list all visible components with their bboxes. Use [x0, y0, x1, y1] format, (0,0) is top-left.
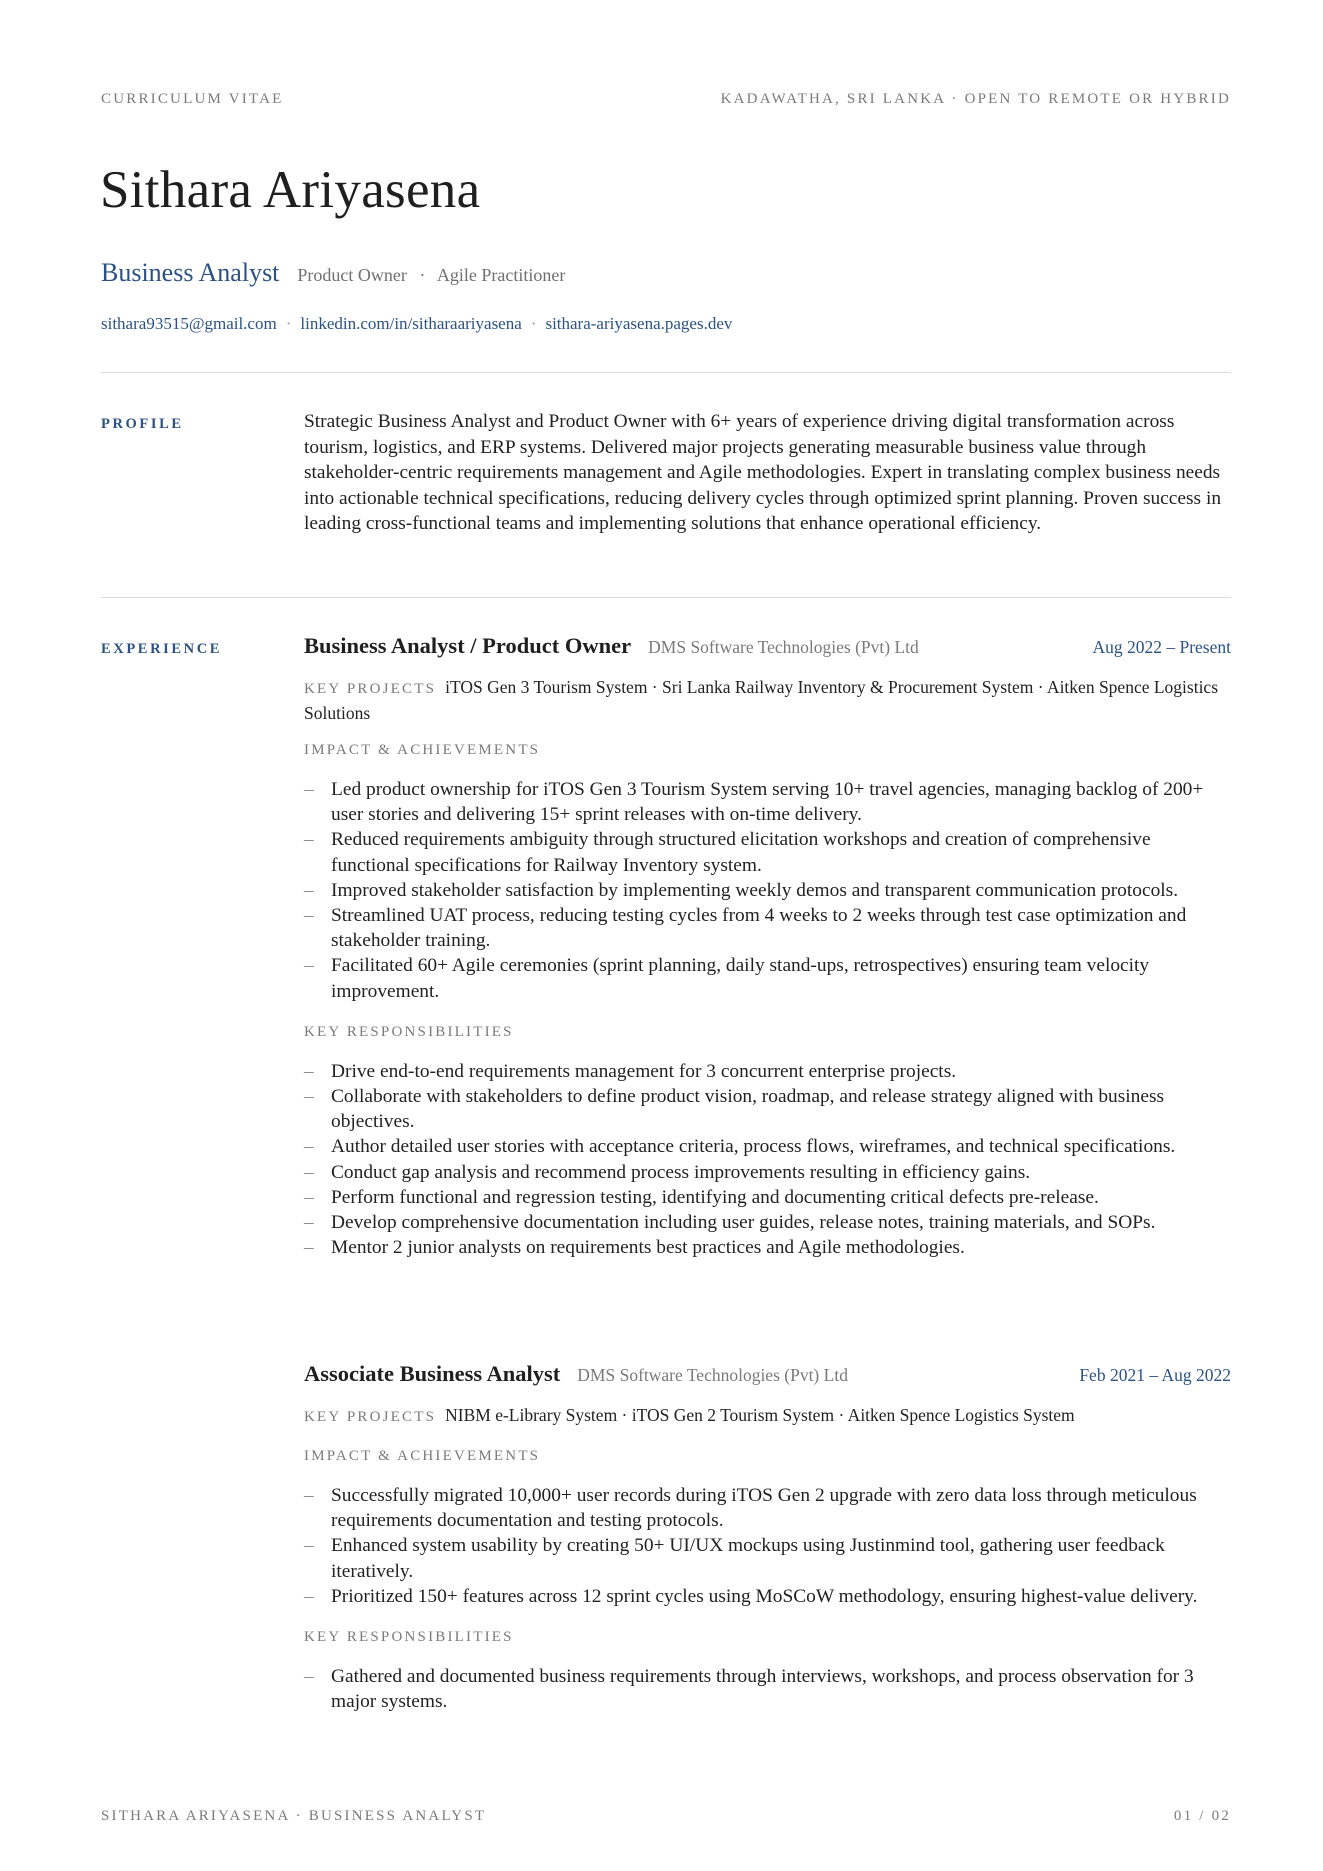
- secondary-role: Product Owner: [297, 265, 407, 285]
- divider: [101, 597, 1231, 598]
- list-item: – Gathered and documented business requirements through interviews, workshops, and process observation for 3 major systems.: [304, 1664, 1231, 1714]
- linkedin-link[interactable]: linkedin.com/in/sitharaariyasena: [300, 314, 522, 333]
- divider: [101, 372, 1231, 373]
- responsibilities-list: [304, 1059, 1231, 1261]
- job-entry: [304, 633, 1231, 1260]
- list-item: – Reduced requirements ambiguity through structured elicitation workshops and creation of comprehensive functional specifications for Railway Inventory system.: [304, 827, 1231, 877]
- list-item: – Enhanced system usability by creating 50+ UI/UX mockups using Justinmind tool, gathering user feedback iteratively.: [304, 1533, 1231, 1583]
- list-item: – Drive end-to-end requirements management for 3 concurrent enterprise projects.: [304, 1059, 1231, 1084]
- job-company: DMS Software Technologies (Pvt) Ltd: [577, 1365, 848, 1385]
- key-projects: [304, 1403, 1231, 1429]
- key-projects: [304, 675, 1231, 725]
- contact-line: [101, 314, 732, 334]
- key-projects-label: KEY PROJECTS: [304, 1409, 437, 1425]
- key-projects-label: KEY PROJECTS: [304, 681, 437, 697]
- page-footer: [101, 1808, 1231, 1825]
- page-number: 01 / 02: [1173, 1808, 1231, 1824]
- list-item: – Mentor 2 junior analysts on requirements best practices and Agile methodologies.: [304, 1235, 1231, 1260]
- list-item: – Facilitated 60+ Agile ceremonies (sprint planning, daily stand-ups, retrospectives) ensuring team velocity improvement.: [304, 953, 1231, 1003]
- separator: ·: [419, 265, 426, 285]
- candidate-name: Sithara Ariyasena: [100, 161, 481, 219]
- website-link[interactable]: sithara-ariyasena.pages.dev: [545, 314, 733, 333]
- job-entry: [304, 1361, 1231, 1714]
- list-item: – Prioritized 150+ features across 12 sprint cycles using MoSCoW methodology, ensuring highest-value delivery.: [304, 1584, 1231, 1609]
- impact-list: [304, 1483, 1231, 1609]
- email-link[interactable]: sithara93515@gmail.com: [101, 314, 277, 333]
- list-item: – Author detailed user stories with acceptance criteria, process flows, wireframes, and technical specifications.: [304, 1134, 1231, 1159]
- job-header: [304, 1361, 1231, 1387]
- job-company: DMS Software Technologies (Pvt) Ltd: [648, 637, 919, 657]
- list-item: – Improved stakeholder satisfaction by implementing weekly demos and transparent communication protocols.: [304, 878, 1231, 903]
- list-item: – Conduct gap analysis and recommend process improvements resulting in efficiency gains.: [304, 1160, 1231, 1185]
- separator: ·: [530, 314, 537, 333]
- list-item: – Develop comprehensive documentation including user guides, release notes, training materials, and SOPs.: [304, 1210, 1231, 1235]
- role-line: [101, 258, 565, 288]
- document-type-label: CURRICULUM VITAE: [101, 91, 284, 107]
- primary-role: Business Analyst: [101, 258, 280, 287]
- profile-summary: Strategic Business Analyst and Product Owner with 6+ years of experience driving digital transformation across tourism, logistics, and ERP systems. Delivered major projects generating measurable business value through stakeholder-centric requirements management and Agile methodologies. Expert in translating complex business needs into actionable technical specifications, reducing delivery cycles through optimized sprint planning. Proven success in leading cross-functional teams and implementing solutions that enhance operational efficiency.: [304, 411, 1222, 535]
- secondary-role: Agile Practitioner: [436, 265, 566, 285]
- list-item: – Collaborate with stakeholders to define product vision, roadmap, and release strategy aligned with business objectives.: [304, 1084, 1231, 1134]
- impact-list: [304, 777, 1231, 1004]
- job-title: Business Analyst / Product Owner: [304, 633, 632, 658]
- key-projects-list: NIBM e-Library System · iTOS Gen 2 Tourism System · Aitken Spence Logistics System: [445, 1405, 1075, 1425]
- separator: ·: [285, 314, 292, 333]
- experience-heading: EXPERIENCE: [101, 641, 223, 657]
- list-item: – Perform functional and regression testing, identifying and documenting critical defects pre-release.: [304, 1185, 1231, 1210]
- job-dates: Aug 2022 – Present: [1092, 637, 1231, 657]
- job-header: [304, 633, 1231, 659]
- responsibilities-label: KEY RESPONSIBILITIES: [304, 1629, 514, 1646]
- location-availability: KADAWATHA, SRI LANKA · OPEN TO REMOTE OR HYBRID: [720, 91, 1231, 107]
- page-header: [101, 91, 1231, 108]
- job-title: Associate Business Analyst: [304, 1361, 561, 1386]
- list-item: – Led product ownership for iTOS Gen 3 Tourism System serving 10+ travel agencies, managing backlog of 200+ user stories and delivering 15+ sprint releases with on-time delivery.: [304, 777, 1231, 827]
- profile-heading: PROFILE: [101, 416, 184, 432]
- footer-name: SITHARA ARIYASENA · BUSINESS ANALYST: [101, 1808, 487, 1824]
- responsibilities-label: KEY RESPONSIBILITIES: [304, 1023, 514, 1040]
- list-item: – Successfully migrated 10,000+ user records during iTOS Gen 2 upgrade with zero data loss through meticulous requirements documentation and testing protocols.: [304, 1483, 1231, 1533]
- job-dates: Feb 2021 – Aug 2022: [1079, 1365, 1231, 1385]
- list-item: – Streamlined UAT process, reducing testing cycles from 4 weeks to 2 weeks through test case optimization and stakeholder training.: [304, 903, 1231, 953]
- impact-label: IMPACT & ACHIEVEMENTS: [304, 1448, 541, 1464]
- key-projects-list: iTOS Gen 3 Tourism System · Sri Lanka Railway Inventory & Procurement System · Aitken Spence Logistics Solutions: [304, 677, 1219, 723]
- impact-label: IMPACT & ACHIEVEMENTS: [304, 742, 541, 758]
- responsibilities-list: [304, 1664, 1231, 1714]
- secondary-roles: [297, 265, 565, 286]
